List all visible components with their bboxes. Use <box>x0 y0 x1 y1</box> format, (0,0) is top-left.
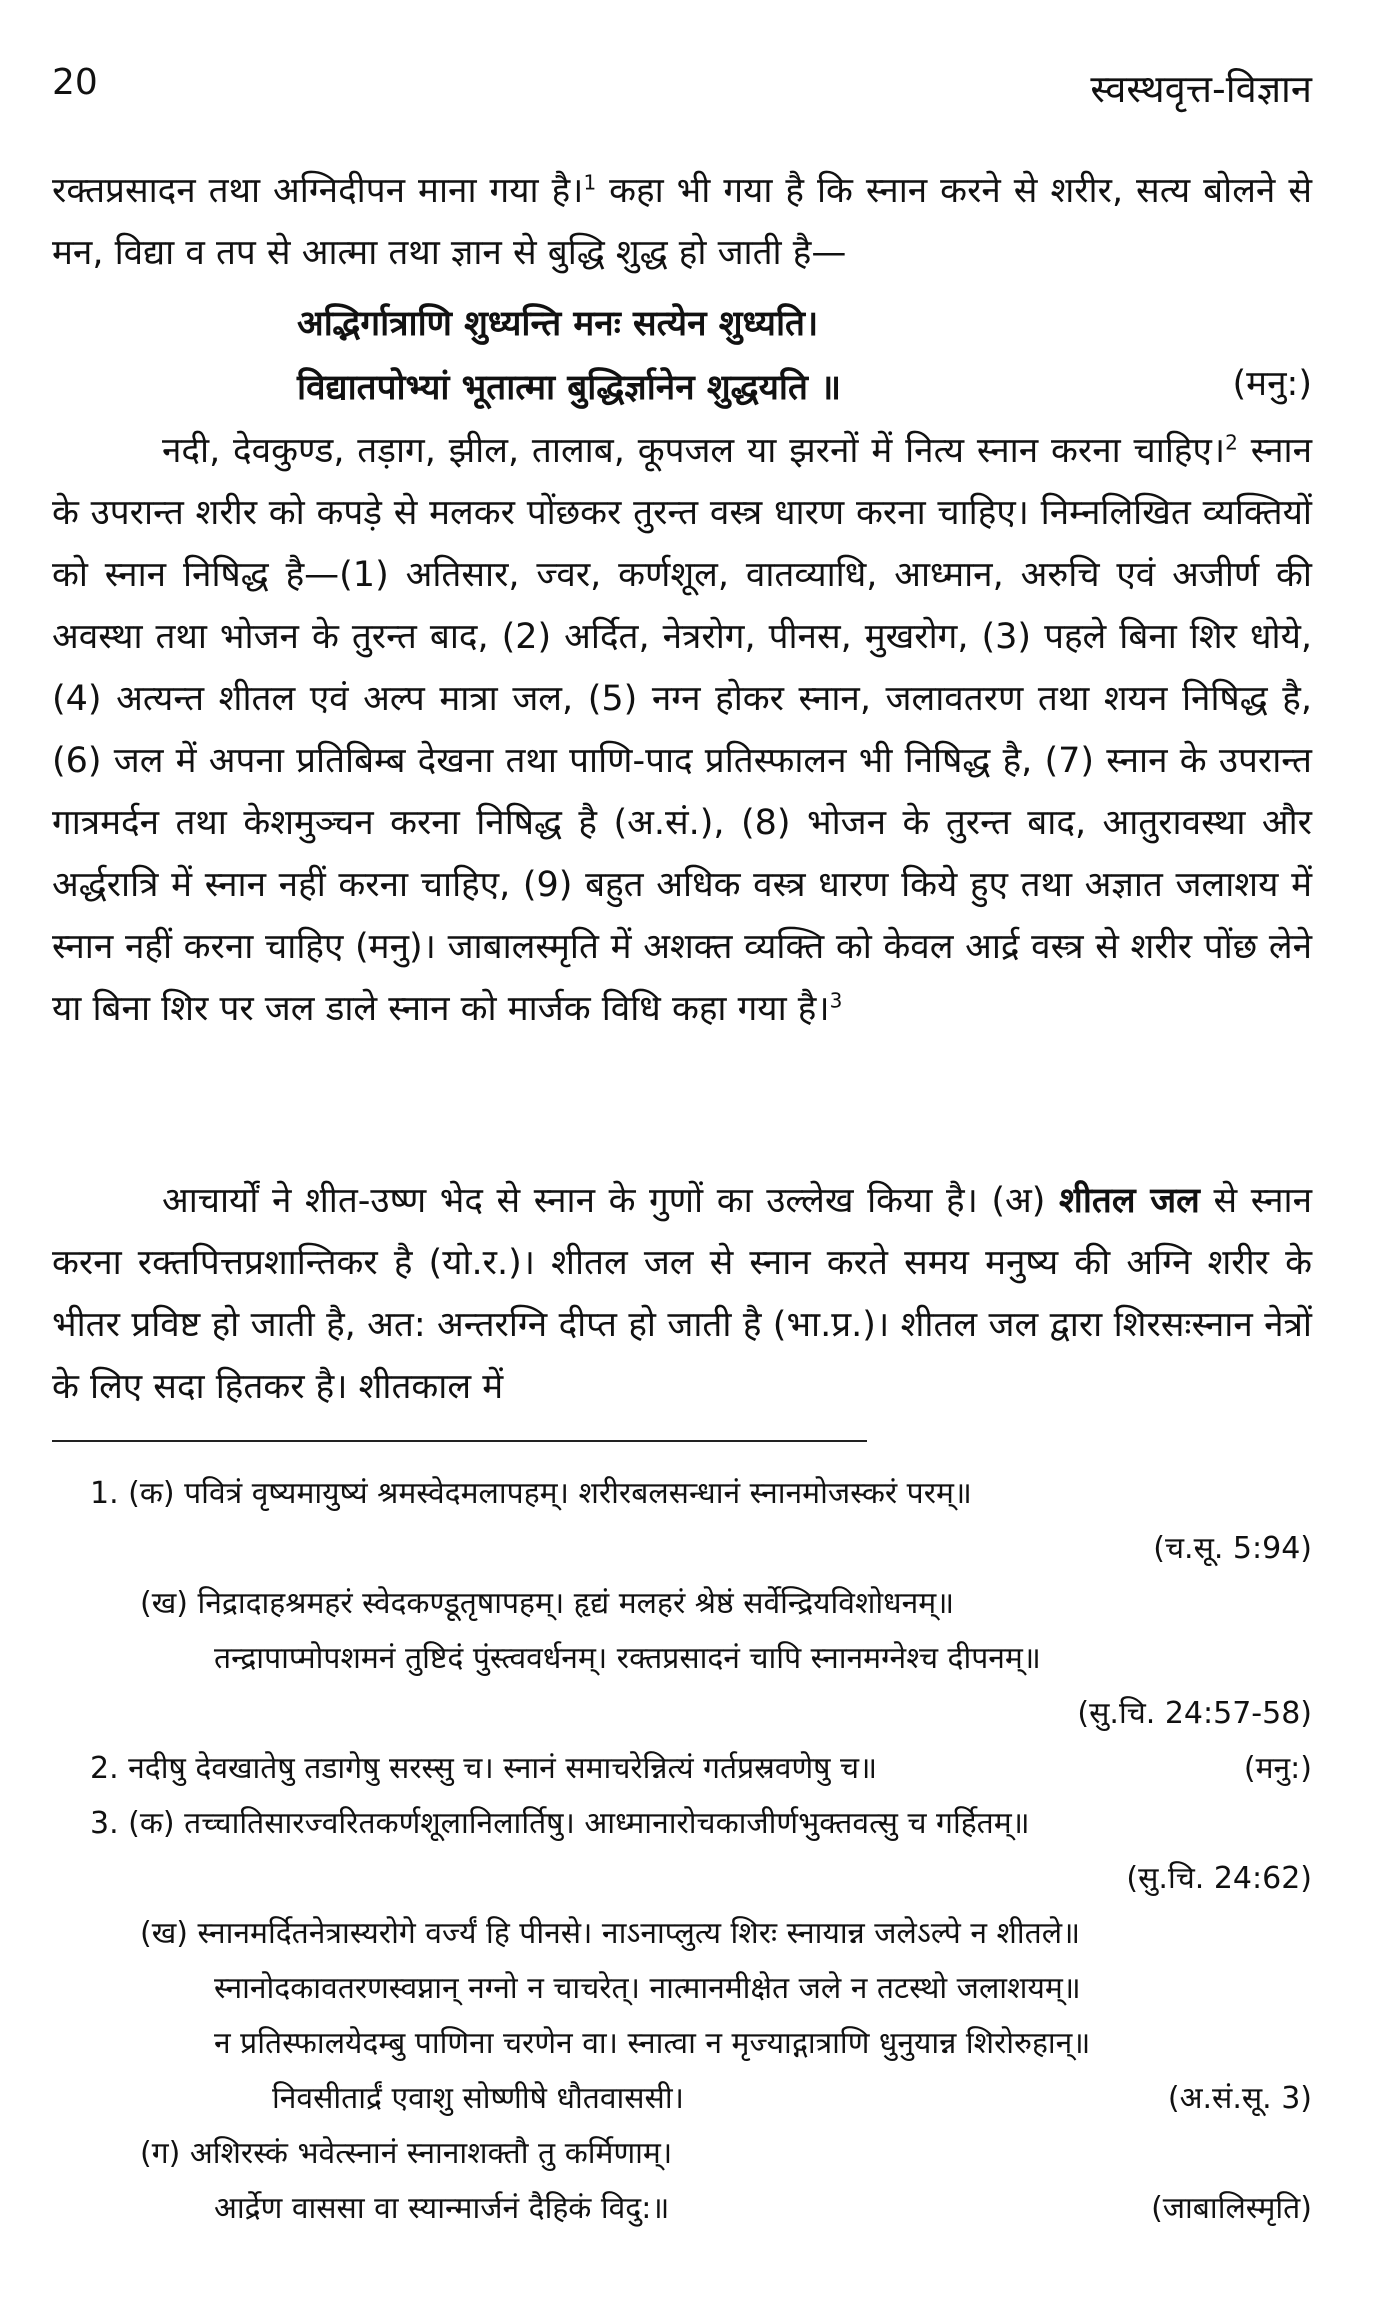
footnote-3b-line3: न प्रतिस्फालयेदम्बु पाणिना चरणेन वा। स्नात्वा न मृज्याद्गात्राणि धुनुयान्न शिरोरुहान्॥ <box>214 2026 1091 2061</box>
footnote-1b-line2: तन्द्रापाप्मोपशमनं तुष्टिदं पुंस्त्ववर्धनम्। रक्तप्रसादनं चापि स्नानमग्नेश्च दीपनम्॥ <box>214 1641 1041 1676</box>
footnotes <box>52 1466 1312 2236</box>
footnote-divider <box>52 1440 867 1442</box>
para2-text-cont: से स्नान करना रक्तपित्तप्रशान्तिकर है (यो.र.)। शीतल जल से स्नान करते समय मनुष्य की अग्नि शरीर के भीतर प्रविष्ट हो जाती है, अत: अन्तरग्नि दीप्त हो जाती है (भा.प्र.)। शीतल जल द्वारा शिरसःस्नान नेत्रों के लिए सदा हितकर है। शीतकाल में <box>52 1181 1312 1407</box>
footnote-3b-line2: स्नानोदकावतरणस्वप्नान् नग्नो न चाचरेत्। नात्मानमीक्षेत जले न तटस्थो जलाशयम्॥ <box>214 1971 1081 2006</box>
footnote-1b-line1: (ख) निद्रादाहश्रमहरं स्वेदकण्डूतृषापहम्। हृद्यं मलहरं श्रेष्ठं सर्वेन्द्रियविशोधनम्॥ <box>140 1586 955 1621</box>
running-title: स्वस्थवृत्त-विज्ञान <box>1090 67 1312 111</box>
footnote-3b-line1: (ख) स्नानमर्दितनेत्रास्यरोगे वर्ज्यं हि पीनसे। नाऽनाप्लुत्य शिरः स्नायान्न जलेऽल्पे न शीतले॥ <box>140 1916 1081 1951</box>
page-number: 20 <box>52 62 98 103</box>
manu-verse <box>52 292 1312 420</box>
verse-line-2: विद्यातपोभ्यां भूतात्मा बुद्धिर्ज्ञानेन शुद्धयति ॥ <box>297 368 842 408</box>
footnote-3a: 3. (क) तच्चातिसारज्वरितकर्णशूलानिलार्तिषु। आध्मानारोचकाजीर्णभुक्तवत्सु च गर्हितम्॥ <box>90 1806 1030 1841</box>
intro-paragraph <box>52 160 1312 284</box>
footnote-mark-3: 3 <box>829 988 843 1013</box>
footnote-3b-line4 <box>52 2071 1312 2126</box>
verse-reference: (मनु:) <box>1232 364 1312 404</box>
footnote-3b-line4-text: निवसीतार्द्रं एवाशु सोष्णीषे धौतवाससी। <box>272 2081 684 2116</box>
footnote-3b-ref: (अ.सं.सू. 3) <box>1167 2081 1312 2116</box>
footnote-3c-line1: (ग) अशिरस्कं भवेत्स्नानं स्नानाशक्तौ तु कर्मिणाम्। <box>140 2136 673 2171</box>
footnote-2-ref: (मनु:) <box>1243 1751 1312 1786</box>
footnote-1a-ref: (च.सू. 5:94) <box>1153 1531 1312 1566</box>
cold-water-term: शीतल जल <box>1059 1181 1200 1221</box>
footnote-mark-1: 1 <box>583 170 597 195</box>
para2-text: आचार्यों ने शीत-उष्ण भेद से स्नान के गुणों का उल्लेख किया है। (अ) <box>162 1181 1060 1221</box>
verse-line-1: अद्भिर्गात्राणि शुध्यन्ति मनः सत्येन शुध्यति। <box>297 304 819 344</box>
footnote-1a: 1. (क) पवित्रं वृष्यमायुष्यं श्रमस्वेदमलापहम्। शरीरबलसन्धानं स्नानमोजस्करं परम्॥ <box>90 1476 972 1511</box>
bathing-rules-paragraph <box>52 420 1312 1040</box>
intro-text: रक्तप्रसादन तथा अग्निदीपन माना गया है। <box>52 171 584 211</box>
footnote-2 <box>52 1741 1312 1796</box>
footnote-mark-2: 2 <box>1225 430 1238 455</box>
footnote-3c-ref: (जाबालिस्मृति) <box>1151 2191 1312 2226</box>
footnote-1b-ref: (सु.चि. 24:57-58) <box>1077 1696 1312 1731</box>
cold-water-paragraph <box>52 1170 1312 1418</box>
footnote-3a-ref: (सु.चि. 24:62) <box>1126 1861 1312 1896</box>
footnote-2-text: 2. नदीषु देवखातेषु तडागेषु सरस्सु च। स्नानं समाचरेन्नित्यं गर्तप्रस्रवणेषु च॥ <box>90 1751 878 1786</box>
page-header <box>52 62 1312 122</box>
footnote-3c-line2-text: आर्द्रेण वाससा वा स्यान्मार्जनं दैहिकं विदु:॥ <box>214 2191 670 2226</box>
intro-text-cont: कहा भी गया है कि स्नान करने से शरीर, सत्य बोलने से मन, विद्या व तप से आत्मा तथा ज्ञान से बुद्धि शुद्ध हो जाती है— <box>52 171 1313 273</box>
footnote-3c-line2 <box>52 2181 1312 2236</box>
para1-text: नदी, देवकुण्ड, तड़ाग, झील, तालाब, कूपजल या झरनों में नित्य स्नान करना चाहिए। <box>162 431 1226 471</box>
para1-text-cont: स्नान के उपरान्त शरीर को कपड़े से मलकर पोंछकर तुरन्त वस्त्र धारण करना चाहिए। निम्नलिखित व्यक्तियों को स्नान निषिद्ध है—(1) अतिसार, ज्वर, कर्णशूल, वातव्याधि, आध्मान, अरुचि एवं अजीर्ण की अवस्था तथा भोजन के तुरन्त बाद, (2) अर्दित, नेत्ररोग, पीनस, मुखरोग, (3) पहले बिना शिर धोये, (4) अत्यन्त शीतल एवं अल्प मात्रा जल, (5) नग्न होकर स्नान, जलावतरण तथा शयन निषिद्ध है, (6) जल में अपना प्रतिबिम्ब देखना तथा पाणि-पाद प्रतिस्फालन भी निषिद्ध है, (7) स्नान के उपरान्त गात्रमर्दन तथा केशमुञ्चन करना निषिद्ध है (अ.सं.), (8) भोजन के तुरन्त बाद, आतुरावस्था और अर्द्धरात्रि में स्नान नहीं करना चाहिए, (9) बहुत अधिक वस्त्र धारण किये हुए तथा अज्ञात जलाशय में स्नान नहीं करना चाहिए (मनु)। जाबालस्मृति में अशक्त व्यक्ति को केवल आर्द्र वस्त्र से शरीर पोंछ लेने या बिना शिर पर जल डाले स्नान को मार्जक विधि कहा गया है। <box>52 431 1312 1029</box>
